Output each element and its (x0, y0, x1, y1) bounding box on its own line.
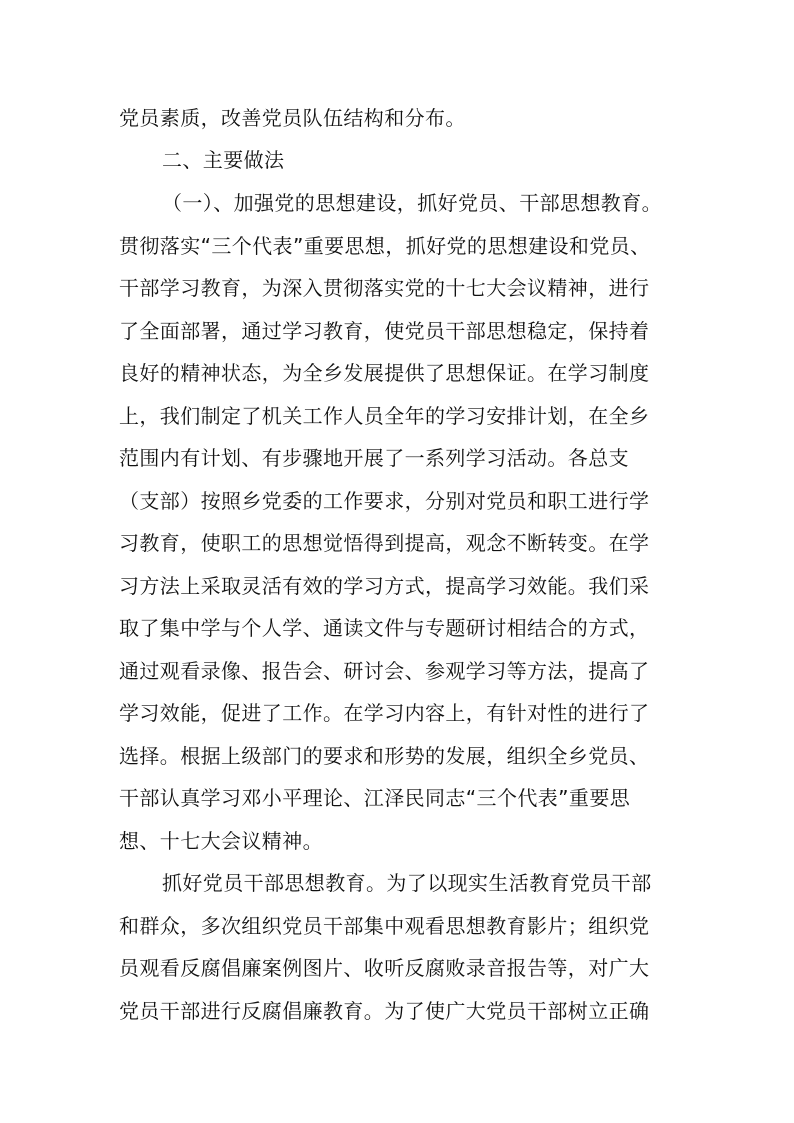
text-line: 党员素质，改善党员队伍结构和分布。 (119, 106, 466, 130)
text-line: （支部）按照乡党委的工作要求，分别对党员和职工进行学 (119, 489, 650, 513)
text-line: 了全面部署，通过学习教育，使党员干部思想稳定，保持着 (119, 319, 650, 343)
text-line: 贯彻落实“三个代表”重要思想，抓好党的思想建设和党员、 (119, 234, 651, 258)
text-line: 上，我们制定了机关工作人员全年的学习安排计划，在全乡 (119, 404, 650, 428)
text-line: 干部学习教育，为深入贯彻落实党的十七大会议精神，进行 (119, 276, 650, 300)
text-line: 范围内有计划、有步骤地开展了一系列学习活动。各总支 (119, 446, 629, 470)
text-line: 想、十七大会议精神。 (119, 829, 323, 853)
text-line: 习教育，使职工的思想觉悟得到提高，观念不断转变。在学 (119, 531, 650, 555)
subsection-heading: （一）、加强党的思想建设，抓好党员、干部思想教育。 (162, 191, 662, 215)
text-line: 通过观看录像、报告会、研讨会、参观学习等方法，提高了 (119, 659, 650, 683)
text-line: 学习效能，促进了工作。在学习内容上，有针对性的进行了 (119, 701, 650, 725)
section-heading: 二、主要做法 (162, 148, 285, 172)
text-line: 习方法上采取灵活有效的学习方式，提高学习效能。我们采 (119, 574, 650, 598)
text-line: 员观看反腐倡廉案例图片、收听反腐败录音报告等，对广大 (119, 956, 650, 980)
text-line: 良好的精神状态，为全乡发展提供了思想保证。在学习制度 (119, 361, 650, 385)
text-line: 抓好党员干部思想教育。为了以现实生活教育党员干部 (162, 871, 652, 895)
text-line: 党员干部进行反腐倡廉教育。为了使广大党员干部树立正确 (119, 999, 650, 1023)
text-line: 选择。根据上级部门的要求和形势的发展，组织全乡党员、 (119, 744, 650, 768)
text-line: 和群众，多次组织党员干部集中观看思想教育影片；组织党 (119, 914, 650, 938)
text-line: 干部认真学习邓小平理论、江泽民同志“三个代表”重要思 (119, 786, 631, 810)
text-line: 取了集中学与个人学、通读文件与专题研讨相结合的方式， (119, 616, 650, 640)
